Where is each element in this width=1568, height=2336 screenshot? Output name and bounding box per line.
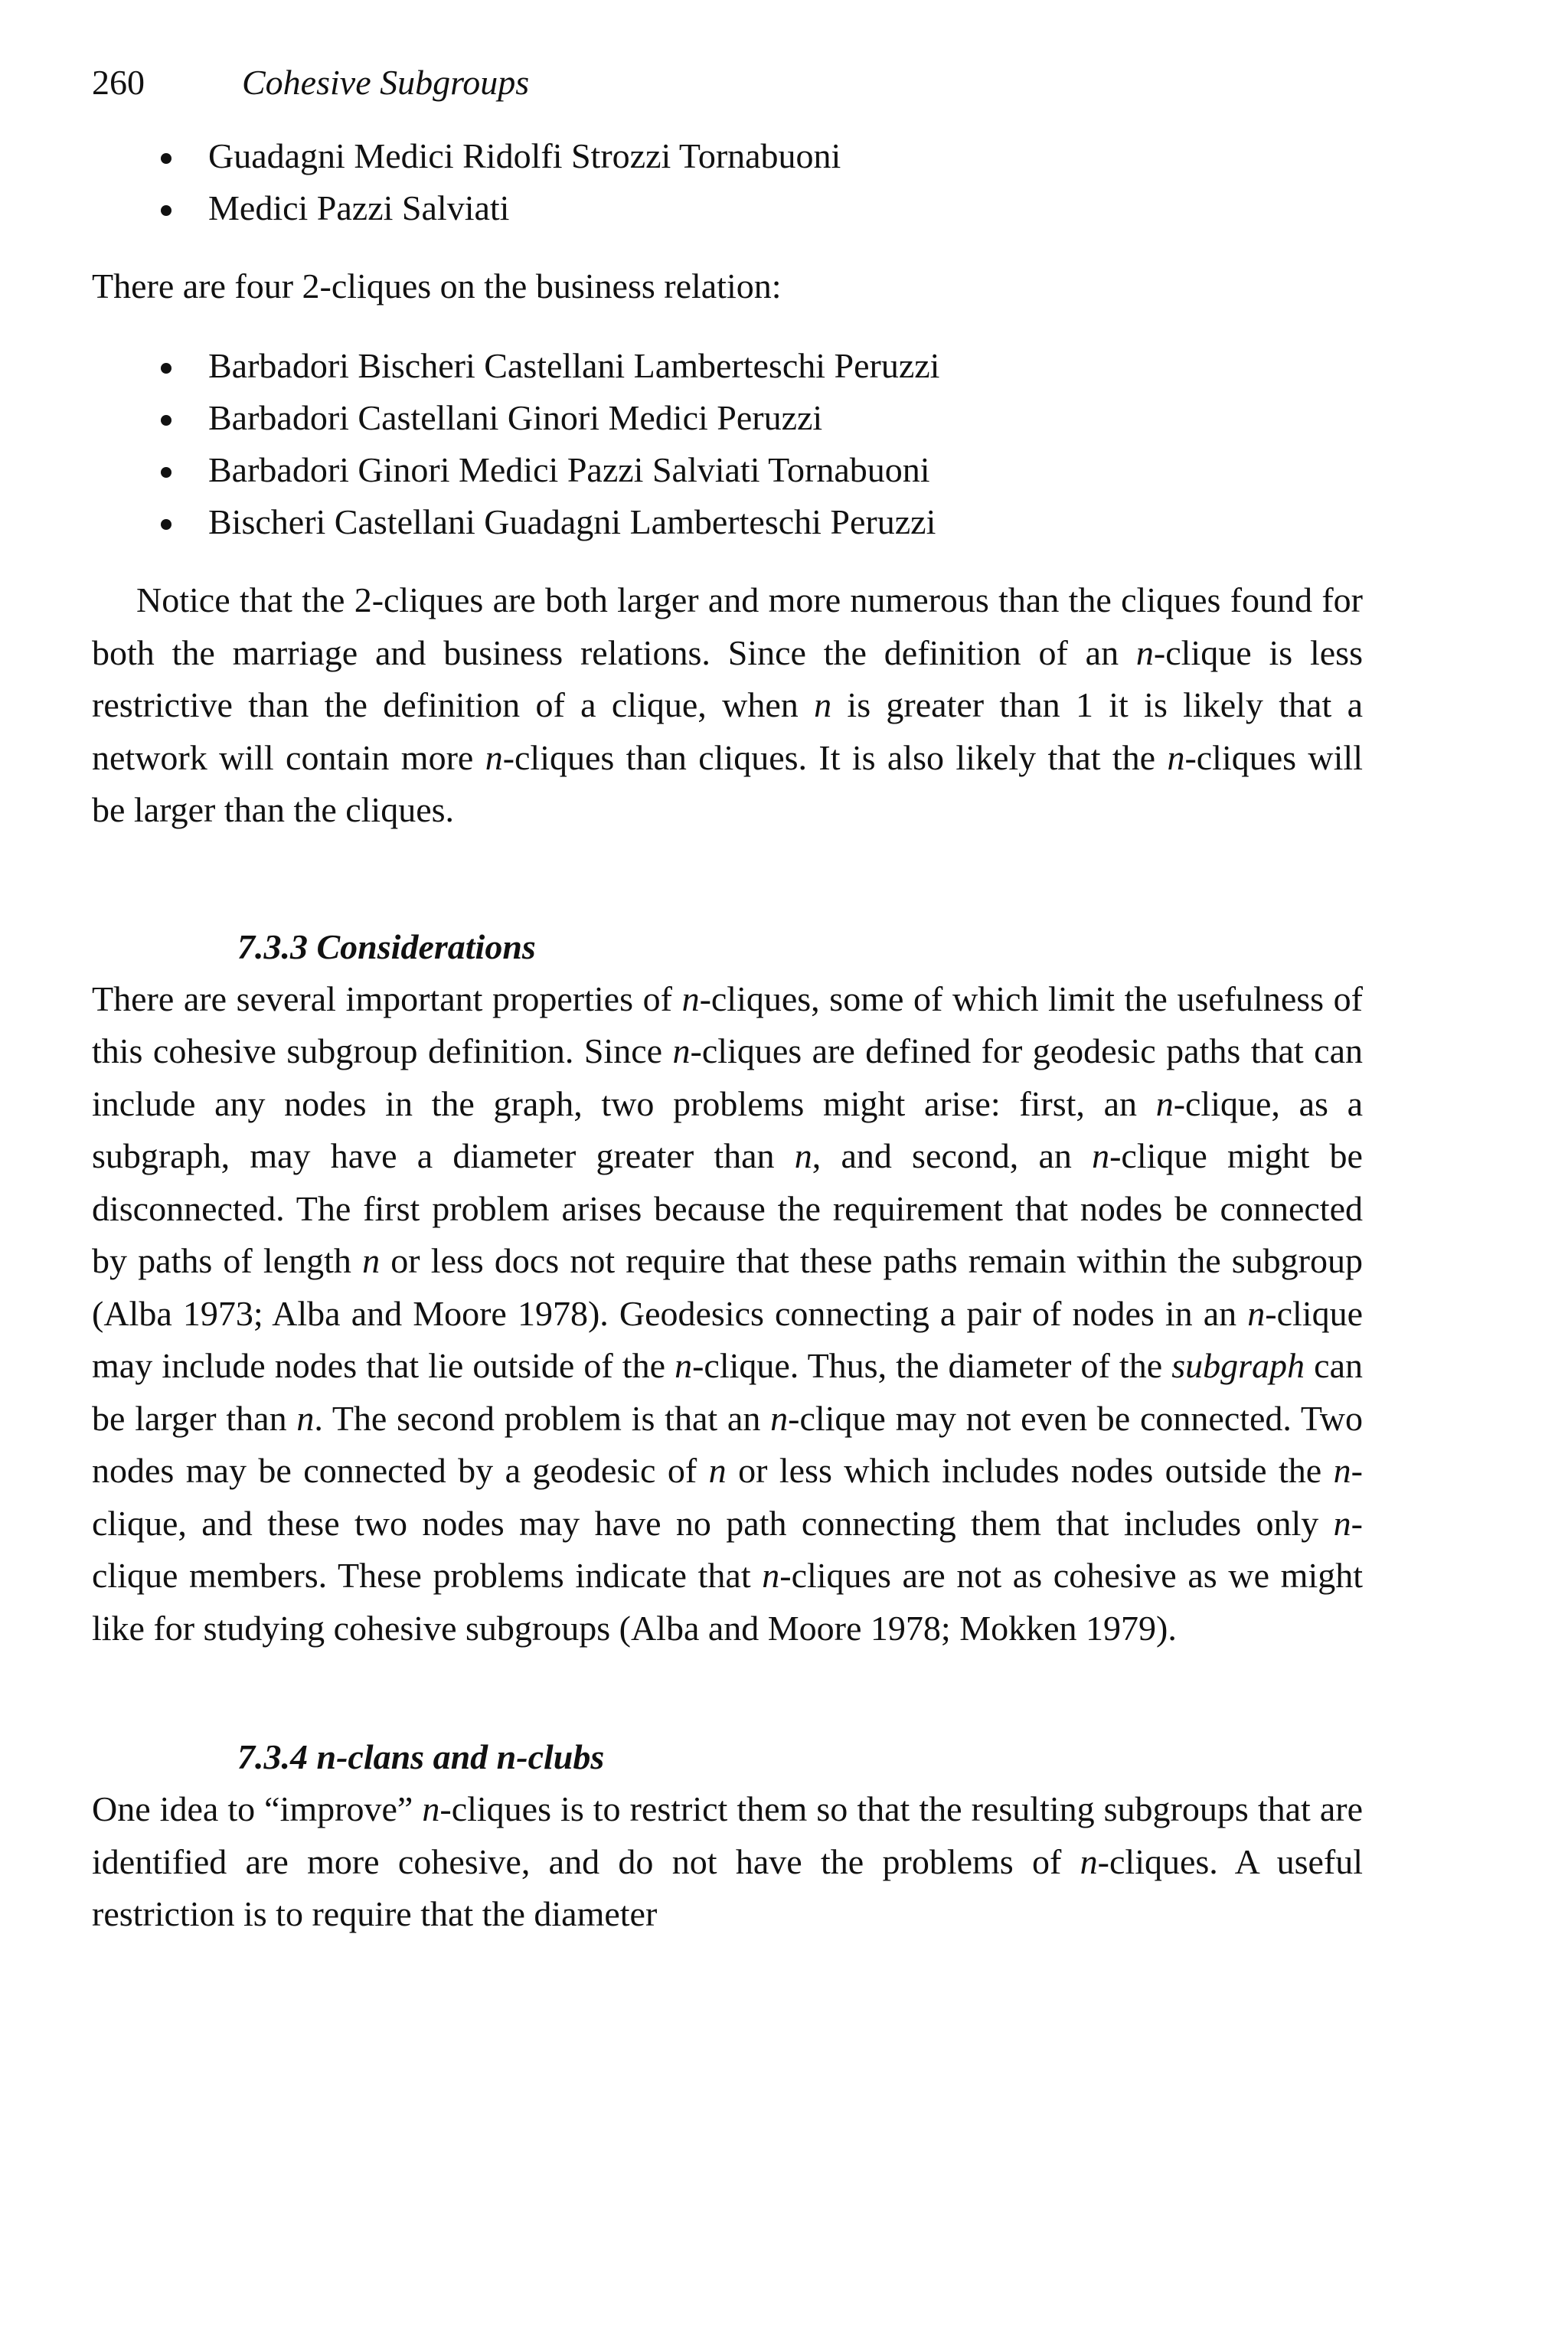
list-item: Bischeri Castellani Guadagni Lamberteschi Peruzzi <box>156 496 1363 548</box>
section-title: n-clans and n-clubs <box>316 1737 605 1776</box>
running-head <box>92 61 1363 104</box>
list-item: Barbadori Ginori Medici Pazzi Salviati Tornabuoni <box>156 444 1363 496</box>
business-clique-list <box>92 340 1363 548</box>
list-item: Barbadori Bischeri Castellani Lamberteschi Peruzzi <box>156 340 1363 392</box>
list-item: Medici Pazzi Salviati <box>156 182 1363 234</box>
business-intro: There are four 2-cliques on the business relation: <box>92 266 782 305</box>
page-number: 260 <box>92 63 145 102</box>
notice-paragraph: Notice that the 2-cliques are both larger and more numerous than the cliques found for both the marriage and business relations. Since the definition of an n-clique is less restrictive than the definition of a clique, when n is greater than 1 it is likely that a network will contain more n-cliques than cliques. It is also likely that the n-cliques will be larger than the cliques. <box>92 580 1363 829</box>
section-heading-7-3-3 <box>92 921 1363 973</box>
list-item: Barbadori Castellani Ginori Medici Peruzzi <box>156 392 1363 444</box>
section-number: 7.3.3 <box>237 926 308 966</box>
considerations-paragraph: There are several important properties of n-cliques, some of which limit the usefulness of this cohesive subgroup definition. Since n-cliques are defined for geodesic paths that can include any nodes in the graph, two problems might arise: first, an n-clique, as a subgraph, may have a diameter greater than n, and second, an n-clique might be disconnected. The first problem arises because the requirement that nodes be connected by paths of length n or less docs not require that these paths remain within the subgroup (Alba 1973; Alba and Moore 1978). Geodesics connecting a pair of nodes in an n-clique may include nodes that lie outside of the n-clique. Thus, the diameter of the subgraph can be larger than n. The second problem is that an n-clique may not even be connected. Two nodes may be connected by a geodesic of n or less which includes nodes outside the n-clique, and these two nodes may have no path connecting them that includes only n-clique members. These problems indicate that n-cliques are not as cohesive as we might like for studying cohesive subgroups (Alba and Moore 1978; Mokken 1979). <box>92 979 1364 1648</box>
running-title: Cohesive Subgroups <box>242 63 530 102</box>
top-clique-list <box>92 130 1363 234</box>
list-item: Guadagni Medici Ridolfi Strozzi Tornabuoni <box>156 130 1363 182</box>
clans-paragraph: One idea to “improve” n-cliques is to restrict them so that the resulting subgroups that are identified are more cohesive, and do not have the problems of n-cliques. A useful restriction is to require that the diameter <box>92 1789 1363 1933</box>
section-heading-7-3-4 <box>92 1731 1363 1783</box>
book-page <box>92 61 1363 1941</box>
section-number: 7.3.4 <box>237 1737 308 1776</box>
section-title: Considerations <box>316 926 536 966</box>
